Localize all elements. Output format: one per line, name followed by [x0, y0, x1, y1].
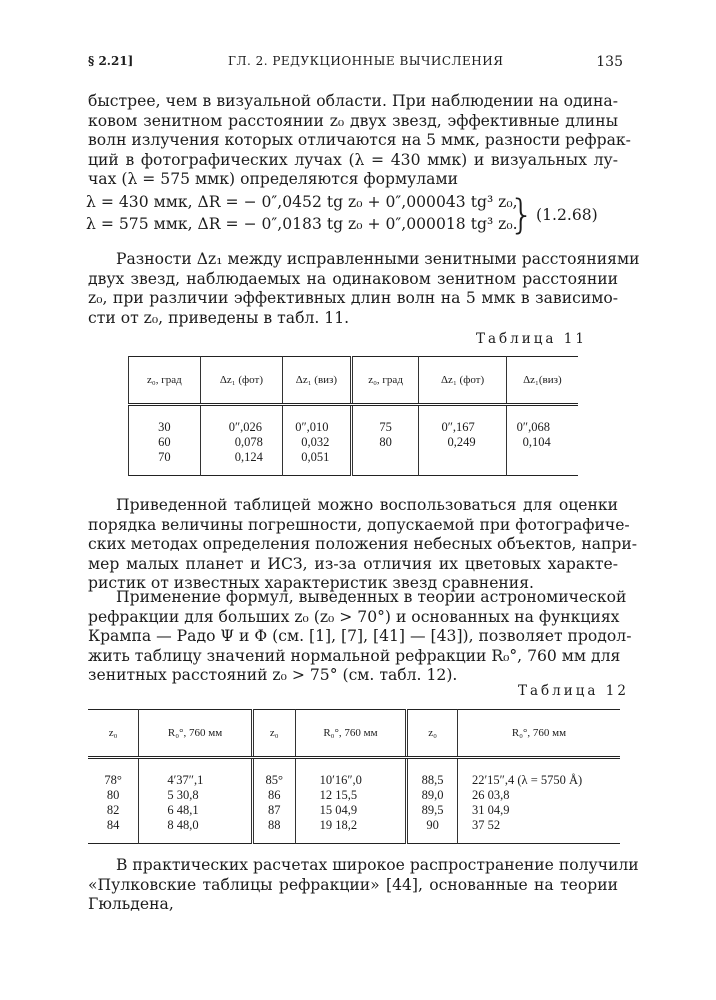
text-line: сти от z₀, приведены в табл. 11. [88, 308, 350, 327]
cell-value: 89,5 [421, 803, 444, 817]
cell-value: 0,032 [301, 435, 330, 449]
table-header-cell: z₀ [252, 710, 295, 758]
page-number: 135 [596, 54, 623, 70]
text-line: «Пулковские таблицы рефракции» [44], основанные на теории [88, 875, 618, 894]
cell-value: 88 [267, 818, 281, 832]
cell-value: 0″,167 [441, 420, 475, 434]
cell-value: 86 [267, 788, 281, 802]
text-line: В практических расчетах широкое распространение получили [116, 856, 639, 874]
cell-value: 0″,068 [516, 420, 551, 434]
table-cell [457, 758, 620, 844]
cell-value: 19 18,2 [319, 818, 358, 832]
table-12-caption: Таблица 12 [518, 683, 629, 699]
cell-value: 0,249 [447, 435, 476, 449]
table-row [88, 758, 620, 844]
formula-line-photographic: λ = 430 ммк, ΔR = − 0″,0452 tg z₀ + 0″,000043 tg³ z₀, [86, 193, 518, 211]
table-cell [88, 758, 139, 844]
text-line: зенитных расстояний z₀ > 75° (см. табл. 12). [88, 666, 458, 685]
text-line: Применение формул, выведенных в теории астрономической [116, 588, 627, 606]
cell-value: 87 [267, 803, 281, 817]
cell-value: 22′15″,4 (λ = 5750 Å) [471, 773, 583, 787]
running-head [88, 54, 623, 72]
cell-value: 0,104 [522, 435, 551, 449]
paragraph-1 [88, 92, 631, 190]
cell-value: 10′16″,0 [319, 773, 362, 787]
paragraph-5 [88, 856, 639, 915]
text-line: Разности Δz₁ между исправленными зенитными расстояниями [116, 250, 640, 268]
text-line: ристик от известных характеристик звезд сравнения. [88, 574, 534, 593]
table-header-cell: Δz₁(виз) [506, 357, 578, 405]
table-header-cell: z₀, град [351, 357, 419, 405]
paragraph-4 [88, 588, 632, 686]
cell-value: 0,124 [234, 450, 263, 464]
table-cell [506, 405, 578, 476]
chapter-title: ГЛ. 2. РЕДУКЦИОННЫЕ ВЫЧИСЛЕНИЯ [228, 54, 504, 68]
text-line: чах (λ = 575 ммк) определяются формулами [88, 170, 458, 189]
cell-value: 26 03,8 [471, 788, 510, 802]
cell-value: 8 48,0 [167, 818, 199, 832]
cell-value: 82 [106, 803, 120, 817]
table-header-cell: R₀°, 760 мм [295, 710, 407, 758]
cell-value: 78° [104, 773, 122, 787]
text-line: Гюльдена, [88, 895, 174, 914]
text-line: двух звезд, наблюдаемых на одинаковом зенитном расстоянии [88, 269, 618, 288]
table-header-cell: R₀°, 760 мм [139, 710, 252, 758]
cell-value: 0″,010 [295, 420, 329, 434]
cell-value: 80 [379, 435, 392, 449]
table-12 [88, 709, 620, 844]
equation-number: (1.2.68) [536, 206, 598, 224]
table-cell [200, 405, 283, 476]
formula-line-visual: λ = 575 ммк, ΔR = − 0″,0183 tg z₀ + 0″,000018 tg³ z₀. [86, 215, 518, 233]
table-cell [419, 405, 506, 476]
text-line: волн излучения которых отличаются на 5 ммк, разности рефрак- [88, 131, 631, 150]
table-header-cell: Δz₁ (виз) [283, 357, 351, 405]
cell-value: 6 48,1 [167, 803, 199, 817]
text-line: Крампа — Радо Ψ и Φ (см. [1], [7], [41] — [43]), позволяет продол- [88, 627, 632, 646]
cell-value: 30 [158, 420, 171, 434]
cell-value: 90 [426, 818, 439, 832]
brace: } [509, 192, 535, 238]
text-line: ских методах определения положения небесных объектов, напри- [88, 535, 638, 554]
cell-value: 85° [265, 773, 283, 787]
table-11-caption: Таблица 11 [476, 331, 587, 347]
text-line: мер малых планет и ИСЗ, из-за отличия их цветовых характе- [88, 554, 618, 573]
table-row [129, 405, 579, 476]
text-line: жить таблицу значений нормальной рефракции R₀°, 760 мм для [88, 646, 621, 665]
cell-value: 37 52 [471, 818, 501, 832]
table-header-cell: z₀, град [129, 357, 201, 405]
table-header-row [88, 710, 620, 758]
table-header-row [129, 357, 579, 405]
cell-value: 80 [106, 788, 120, 802]
text-line: порядка величины погрешности, допускаемой при фотографиче- [88, 515, 630, 534]
cell-value: 5 30,8 [167, 788, 199, 802]
formula-1-2-68 [86, 193, 626, 239]
text-line: быстрее, чем в визуальной области. При наблюдении на одина- [88, 92, 618, 110]
text-line: ций в фотографических лучах (λ = 430 ммк) и визуальных лу- [88, 150, 618, 169]
table-cell [295, 758, 407, 844]
cell-value: 4′37″,1 [167, 773, 204, 787]
cell-value: 31 04,9 [471, 803, 510, 817]
cell-value: 0,078 [234, 435, 263, 449]
cell-value: 84 [106, 818, 120, 832]
table-cell [252, 758, 295, 844]
table-header-cell: z₀ [407, 710, 458, 758]
section-number: § 2.21] [88, 54, 134, 68]
table-11 [128, 356, 578, 476]
table-header-cell: Δz₁ (фот) [419, 357, 506, 405]
cell-value: 0,051 [301, 450, 330, 464]
text-line: ковом зенитном расстоянии z₀ двух звезд, эффективные длины [88, 111, 618, 130]
table-cell [407, 758, 458, 844]
cell-value: 12 15,5 [319, 788, 358, 802]
table-cell [139, 758, 252, 844]
cell-value: 70 [158, 450, 171, 464]
cell-value: 88,5 [421, 773, 444, 787]
cell-value: 15 04,9 [319, 803, 358, 817]
table-cell [283, 405, 351, 476]
text-line: рефракции для больших z₀ (z₀ > 70°) и основанных на функциях [88, 607, 620, 626]
text-line: Приведенной таблицей можно воспользоваться для оценки [116, 496, 618, 514]
table-cell [129, 405, 201, 476]
paragraph-3 [88, 496, 638, 594]
table-header-cell: z₀ [88, 710, 139, 758]
paragraph-2 [88, 250, 640, 328]
cell-value: 60 [158, 435, 171, 449]
table-header-cell: R₀°, 760 мм [457, 710, 620, 758]
cell-value: 89,0 [421, 788, 444, 802]
table-cell [351, 405, 419, 476]
text-line: z₀, при различии эффективных длин волн на 5 ммк в зависимо- [88, 289, 618, 308]
cell-value: 0″,026 [228, 420, 263, 434]
cell-value: 75 [379, 420, 392, 434]
table-header-cell: Δz₁ (фот) [200, 357, 283, 405]
